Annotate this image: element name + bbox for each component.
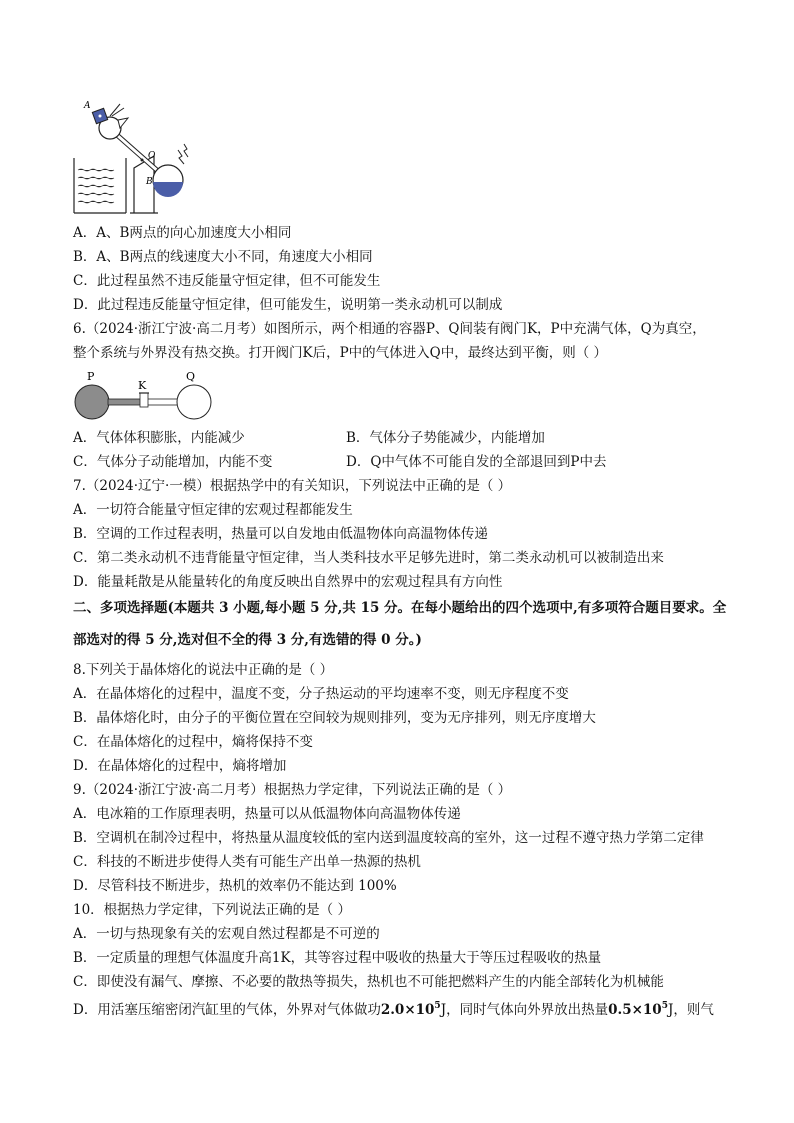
q8-stem: 8.下列关于晶体熔化的说法中正确的是（ ）: [73, 662, 334, 678]
q8-option-a: A．在晶体熔化的过程中，温度不变，分子热运动的平均速率不变，则无序程度不变: [73, 686, 569, 702]
q10-option-d: [73, 996, 714, 1020]
label-q: Q: [186, 370, 196, 383]
q5-option-d: D．此过程违反能量守恒定律，但可能发生，说明第一类永动机可以制成: [73, 297, 503, 313]
q10-option-c: C．即使没有漏气、摩擦、不必要的散热等损失，热机也不可能把燃料产生的内能全部转化为机械能: [73, 974, 664, 990]
label-p: P: [87, 370, 95, 383]
q9-option-d: D．尽管科技不断进步，热机的效率仍不能达到 100%: [73, 878, 397, 894]
q6-stem-line1: 6.（2024·浙江宁波·高二月考）如图所示，两个相通的容器P、Q间装有阀门K，P中充满气体，Q为真空，: [73, 321, 706, 337]
q7-option-a: A．一切符合能量守恒定律的宏观过程都能发生: [73, 502, 353, 518]
q10-option-a: A．一切与热现象有关的宏观自然过程都是不可逆的: [73, 926, 380, 942]
label-b: B: [146, 177, 153, 187]
q8-option-c: C．在晶体熔化的过程中，熵将保持不变: [73, 734, 313, 750]
q5-option-c: C．此过程虽然不违反能量守恒定律，但不可能发生: [73, 273, 381, 289]
q6-option-d: D．Q中气体不可能自发的全部退回到P中去: [346, 454, 607, 470]
q8-option-d: D．在晶体熔化的过程中，熵将增加: [73, 758, 287, 774]
q10-option-d-prefix: D．用活塞压缩密闭汽缸里的气体，外界对气体做功: [73, 1002, 381, 1018]
q6-option-a: A．气体体积膨胀，内能减少: [73, 430, 245, 446]
section2-heading-line2: 部选对的得 5 分,选对但不全的得 3 分,有选错的得 0 分。): [73, 632, 422, 648]
q10-option-d-work: $2.0\times 10^5$: [380, 1001, 441, 1018]
q5-option-b: B．A、B两点的线速度大小不同，角速度大小相同: [73, 249, 373, 265]
q7-option-b: B．空调的工作过程表明，热量可以自发地由低温物体向高温物体传递: [73, 526, 488, 542]
q7-stem: 7.（2024·辽宁·一模）根据热学中的有关知识，下列说法中正确的是（ ）: [73, 478, 512, 494]
q9-option-a: A．电冰箱的工作原理表明，热量可以从低温物体向高温物体传递: [73, 806, 461, 822]
q10-stem: 10．根据热力学定律，下列说法正确的是（ ）: [73, 902, 351, 918]
q9-stem: 9.（2024·浙江宁波·高二月考）根据热力学定律，下列说法正确的是（ ）: [73, 782, 512, 798]
q8-option-b: B．晶体熔化时，由分子的平衡位置在空间较为规则排列，变为无序排列，则无序度增大: [73, 710, 596, 726]
q6-option-b: B．气体分子势能减少，内能增加: [346, 430, 545, 446]
q10-option-b: B．一定质量的理想气体温度升高1K，其等容过程中吸收的热量大于等压过程吸收的热量: [73, 950, 602, 966]
label-a: A: [84, 101, 91, 111]
q6-figure-containers: [70, 368, 220, 422]
q5-option-a: A．A、B两点的向心加速度大小相同: [73, 225, 292, 241]
q9-option-c: C．科技的不断进步使得人类有可能生产出单一热源的热机: [73, 854, 421, 870]
q9-option-b: B．空调机在制冷过程中，将热量从温度较低的室内送到温度较高的室外，这一过程不遵守热力学第二定律: [73, 830, 704, 846]
q6-option-c: C．气体分子动能增加，内能不变: [73, 454, 273, 470]
q7-option-c: C．第二类永动机不违背能量守恒定律，当人类科技水平足够先进时，第二类永动机可以被制造出来: [73, 550, 664, 566]
q10-option-d-mid: J，同时气体向外界放出热量: [440, 1002, 609, 1018]
section2-heading-line1: 二、多项选择题(本题共 3 小题,每小题 5 分,共 15 分。在每小题给出的四个选项中,有多项符合题目要求。全: [73, 600, 727, 616]
q10-option-d-suffix: J，则气: [667, 1002, 714, 1018]
q5-figure-drinking-bird: [70, 98, 200, 216]
q7-option-d: D．能量耗散是从能量转化的角度反映出自然界中的宏观过程具有方向性: [73, 574, 503, 590]
beaker: [74, 158, 126, 213]
q6-stem-line2: 整个系统与外界没有热交换。打开阀门K后，P中的气体进入Q中，最终达到平衡，则（ ）: [73, 345, 608, 361]
label-o: O: [148, 151, 156, 161]
label-k: K: [138, 379, 147, 392]
q10-option-d-heat: $0.5\times 10^5$: [608, 1001, 668, 1018]
